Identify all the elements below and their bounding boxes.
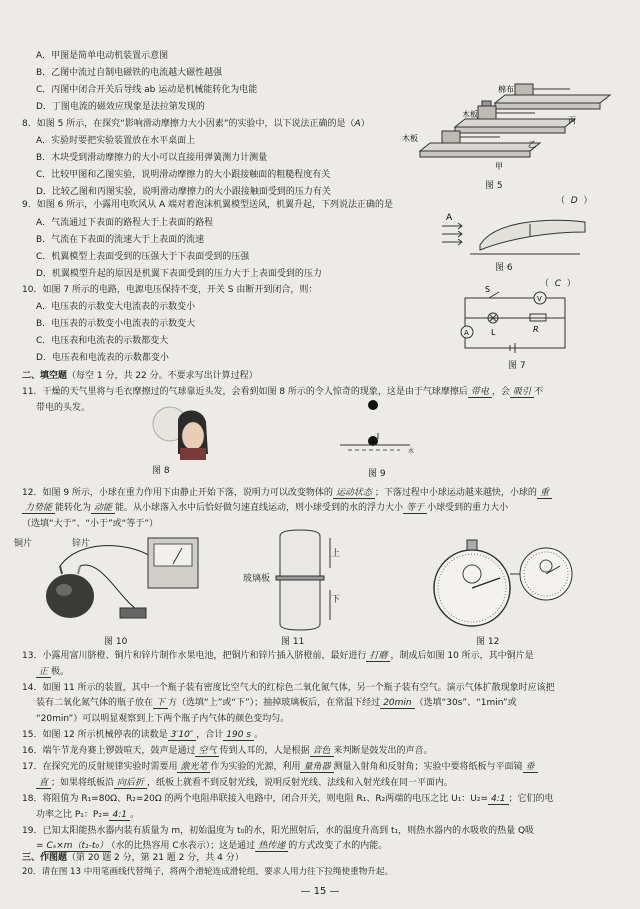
fig5-jia-label: 甲 xyxy=(495,162,503,171)
q16-line: 16．端午节龙舟赛上锣鼓喧天，鼓声是通过 空气 传到人耳的，人是根据 音色 来判断是鼓发出的声音。 xyxy=(22,746,433,756)
q9-option-b: B．气流在下表面的流速大于上表面的流速 xyxy=(36,235,205,245)
q9-option-c: C．机翼模型上表面受到的压强大于下表面受到的压强 xyxy=(36,252,250,262)
q9-option-d: D．机翼模型升起的原因是机翼下表面受到的压力大于上表面受到的压力 xyxy=(36,269,322,279)
q18-line1: 18．将阻值为 R₁=80Ω、R₂=20Ω 的两个电阻串联接入电路中，闭合开关，则电阻 R₁、R₂两端的电压之比 U₁：U₂= 4:1 ；它们的电 xyxy=(22,794,554,804)
q10-option-c: C．电压表和电流表的示数都变大 xyxy=(36,336,169,346)
figure-7 xyxy=(455,285,575,360)
section-3-heading: 三、作图题（第 20 题 2 分，第 21 题 2 分，共 4 分） xyxy=(22,853,244,863)
q11-answer-1: 带电 xyxy=(468,387,492,398)
page-number: — 15 — xyxy=(300,886,340,897)
q17-answer-4: 向后折 xyxy=(114,778,147,789)
fig6-a-label: A xyxy=(446,213,453,223)
fig11-caption: 图 11 xyxy=(281,637,305,647)
q13-line2: 正 极。 xyxy=(36,666,69,678)
q10-answer: C xyxy=(554,279,562,289)
figure-9 xyxy=(330,395,420,465)
fig10-caption: 图 10 xyxy=(104,637,128,647)
q14-answer-1: 下 xyxy=(153,698,168,709)
fig9-caption: 图 9 xyxy=(368,469,386,479)
q17-answer-1: 激光笔 xyxy=(177,762,210,773)
figure-5 xyxy=(400,75,625,170)
q10-option-a: A．电压表的示数变大电流表的示数变小 xyxy=(36,302,196,312)
q12-answer-1: 运动状态 xyxy=(333,488,375,499)
q7-option-b: B．乙图中流过自制电磁铁的电流越大磁性越强 xyxy=(36,68,223,78)
q17-answer-3: 垂 xyxy=(523,762,538,773)
fig10-copper-label: 铜片 xyxy=(14,539,33,549)
q8-option-a: A．实验时要把实验装置放在水平桌面上 xyxy=(36,136,196,146)
q12-line2: 力势能 能转化为 动能 能。从小球落入水中后恰好做匀速直线运动，则小球受到的水的浮力大小 等于 小球受到的重力大小 xyxy=(22,502,508,514)
q9-answer-bracket: （ D ） xyxy=(556,196,593,206)
fig7-lamp-label: L xyxy=(491,328,496,337)
q17-answer-2: 量角器 xyxy=(300,762,333,773)
q8-stem: 8．如图 5 所示，在探究“影响滑动摩擦力大小因素”的实验中，以下说法正确的是（A） xyxy=(22,119,370,129)
q12-answer-2a: 重 xyxy=(537,488,552,499)
fig11-down-label: 下 xyxy=(331,595,341,605)
q12-answer-3: 动能 xyxy=(91,503,115,514)
q11-line1: 11．干燥的天气里将与毛衣摩擦过的气球靠近头发，会看到如图 8 所示的令人惊奇的现象，这是由于气球摩擦后 带电 ，会 吸引 不 xyxy=(22,387,543,397)
q20-line: 20．请在图 13 中用笔画线代替绳子，将两个滑轮连成滑轮组，要求人用力往下拉绳使重物升起。 xyxy=(22,867,394,877)
fig6-caption: 图 6 xyxy=(495,263,513,273)
q12-line3: （选填“大于”、“小于”或“等于”） xyxy=(22,519,158,529)
fig5-board2-label: 木板 xyxy=(402,134,418,143)
q18-answer-1: 4:1 xyxy=(488,794,508,805)
fig7-voltmeter-label: V xyxy=(537,295,542,303)
q18-answer-2: 4:1 xyxy=(109,810,129,821)
q8-option-d: D．比较乙图和丙图实验，说明滑动摩擦力的大小跟接触面受到的压力有关 xyxy=(36,187,331,197)
q10-option-b: B．电压表的示数变小电流表的示数变大 xyxy=(36,319,196,329)
q13-answer-1: 打磨 xyxy=(366,651,390,662)
fig11-up-label: 上 xyxy=(331,549,341,559)
fig7-switch-label: S xyxy=(485,285,491,294)
q7-option-d: D．丁图电流的磁效应现象是法拉第发现的 xyxy=(36,102,205,112)
q9-answer: D xyxy=(570,196,578,206)
q7-option-c: C．丙图中闭合开关后导线 ab 运动是机械能转化为电能 xyxy=(36,85,258,95)
fig5-bing-label: 丙 xyxy=(568,116,576,125)
fig5-board1-label: 木板 xyxy=(462,110,478,119)
q16-answer-2: 音色 xyxy=(310,746,334,757)
q11-line2: 带电的头发。 xyxy=(36,403,91,413)
q19-line2: = Cₛ×m（t₁-t₀） （水的比热容用 C水表示）；这是通过 热传递 的方式改变了水的内能。 xyxy=(36,841,388,851)
fig5-caption: 图 5 xyxy=(485,181,503,191)
q19-answer-1: Cₛ×m（t₁-t₀） xyxy=(44,841,111,852)
q8-answer: A xyxy=(354,119,361,129)
q14-line2: 装有二氧化氮气体的瓶子放在 下 方（选填“上”或“下”）；抽掉玻璃板后，在常温下经过 20min （选填“30s”、“1min”或 xyxy=(36,698,517,708)
q9-stem: 9．如图 6 所示，小露用电吹风从 A 端对着泡沫机翼模型送风，机翼升起，下列说法正确的是 xyxy=(22,200,394,210)
q13-line1: 13．小露用富川脐橙、铜片和锌片制作水果电池，把铜片和锌片插入脐橙前，最好进行 打磨 ，制成后如图 10 所示，其中铜片是 xyxy=(22,651,534,661)
q15-answer-1: 3′10″ xyxy=(168,730,197,741)
figure-11 xyxy=(270,528,340,633)
q8-option-c: C．比较甲图和乙图实验，说明滑动摩擦力的大小跟接触面的粗糙程度有关 xyxy=(36,170,331,180)
fig12-caption: 图 12 xyxy=(476,637,500,647)
figure-8 xyxy=(150,402,210,460)
fig5-cloth-label: 棉布 xyxy=(498,85,514,94)
fig9-water-label: 水 xyxy=(408,448,415,455)
q14-answer-2: 20min xyxy=(380,698,414,709)
q12-line1: 12．如图 9 所示，小球在重力作用下由静止开始下落，说明力可以改变物体的 运动状态 ；下落过程中小球运动越来越快，小球的 重 xyxy=(22,487,552,499)
q11-answer-2: 吸引 xyxy=(510,387,534,398)
q18-line2: 功率之比 P₁：P₂= 4:1 。 xyxy=(36,810,139,820)
q8-option-b: B．木块受到滑动摩擦力的大小可以直接用弹簧测力计测量 xyxy=(36,153,268,163)
fig11-glass-label: 玻璃板 xyxy=(243,574,271,584)
fig10-zinc-label: 锌片 xyxy=(72,539,91,549)
figure-6 xyxy=(440,210,590,260)
q16-answer-1: 空气 xyxy=(195,746,219,757)
q19-answer-2: 热传递 xyxy=(255,841,288,852)
q10-answer-bracket: （ C ） xyxy=(540,279,576,289)
q13-answer-2: 正 xyxy=(36,667,51,678)
fig8-caption: 图 8 xyxy=(152,466,170,476)
q17-line2: 直 ；如果将纸板沿 向后折 ，纸板上就看不到反射光线，说明反射光线、法线和入射光线在同一平面内。 xyxy=(36,777,453,789)
q15-answer-2: 190 s xyxy=(223,730,254,741)
fig5-yi-label: 乙 xyxy=(528,140,536,149)
q14-line1: 14．如图 11 所示的装置，其中一个瓶子装有密度比空气大的红棕色二氧化氮气体，另一个瓶子装有空气。演示气体扩散现象时应该把 xyxy=(22,683,555,693)
figure-12 xyxy=(420,530,580,630)
q12-answer-4: 等于 xyxy=(403,503,427,514)
figure-10 xyxy=(40,528,215,628)
q15-line: 15．如图 12 所示机械停表的读数是 3′10″ ，合计 190 s 。 xyxy=(22,730,263,740)
q9-option-a: A．气流通过下表面的路程大于上表面的路程 xyxy=(36,218,214,228)
q19-line1: 19．已知太阳能热水器内装有质量为 m，初始温度为 t₀的水，阳光照射后，水的温度升高到 t₁，则热水器内的水吸收的热量 Q吸 xyxy=(22,826,535,836)
q12-answer-2b: 力势能 xyxy=(22,503,55,514)
q17-answer-3b: 直 xyxy=(36,778,51,789)
q14-line3: “20min”）可以明显观察到上下两个瓶子内气体的颜色变均匀。 xyxy=(36,714,290,724)
fig7-caption: 图 7 xyxy=(508,361,526,371)
q10-stem: 10．如图 7 所示的电路，电源电压保持不变，开关 S 由断开到闭合，则： xyxy=(22,285,318,295)
fig7-resistor-label: R xyxy=(533,325,539,334)
section-2-heading: 二、填空题（每空 1 分，共 22 分。不要求写出计算过程） xyxy=(22,371,258,381)
fig7-ammeter-label: A xyxy=(464,329,469,337)
q7-option-a: A．甲图是简单电动机装置示意图 xyxy=(36,51,169,61)
q17-line1: 17．在探究光的反射规律实验时需要用 激光笔 作为实验的光源，利用 量角器 测量入射角和反射角；实验中要将纸板与平面镜 垂 xyxy=(22,761,538,773)
q10-option-d: D．电压表和电流表的示数都变小 xyxy=(36,353,169,363)
